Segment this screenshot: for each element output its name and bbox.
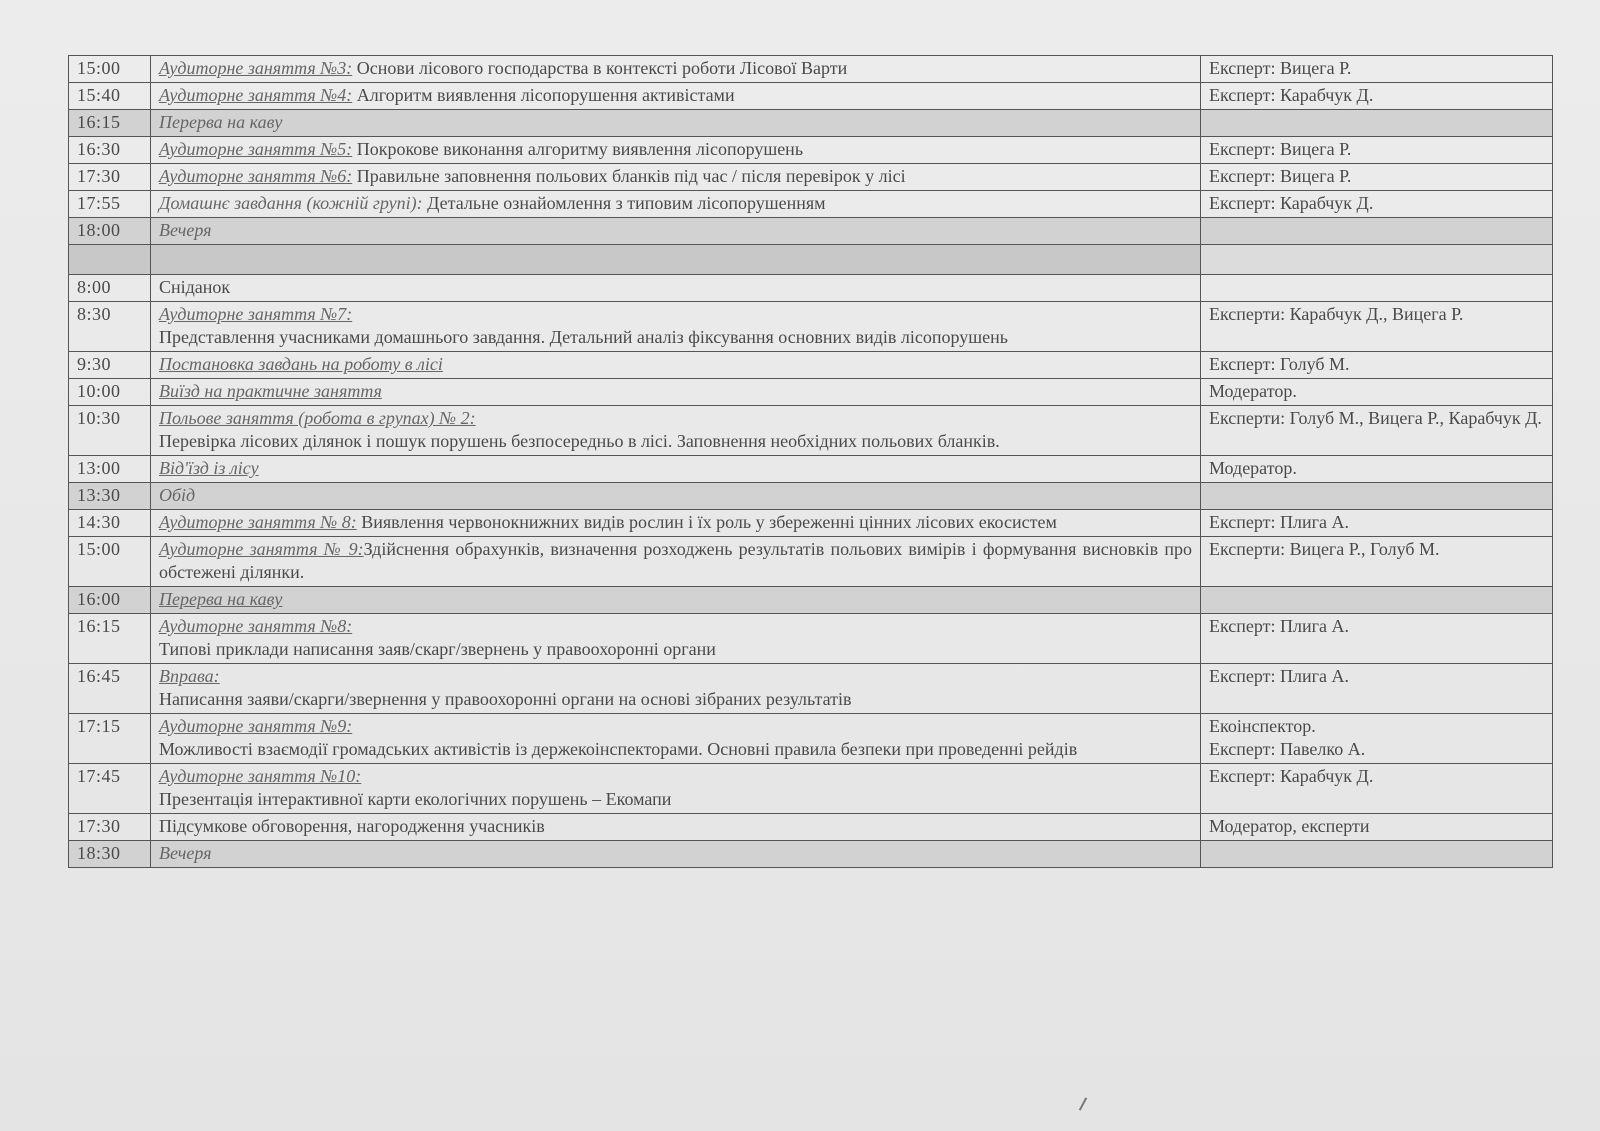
row-expert: [1201, 587, 1553, 614]
row-title: Аудиторне заняття №8:: [159, 616, 353, 636]
row-time: 18:30: [69, 841, 151, 868]
row-text: Алгоритм виявлення лісопорушення активістами: [356, 85, 735, 105]
row-time: 9:30: [69, 352, 151, 379]
table-row: [69, 218, 1553, 245]
row-description: [151, 275, 1201, 302]
row-description: [151, 614, 1201, 664]
row-description: [151, 302, 1201, 352]
row-text: Можливості взаємодії громадських активістів із держекоінспекторами. Основні правила безпеки при проведенні рейдів: [159, 739, 1078, 759]
scan-speck: [1079, 1097, 1087, 1110]
row-title: Аудиторне заняття №5:: [159, 139, 353, 159]
row-time: 17:30: [69, 814, 151, 841]
schedule-table: [68, 55, 1553, 868]
row-time: 14:30: [69, 510, 151, 537]
row-expert: Експерт: Вицега Р.: [1201, 56, 1553, 83]
row-expert: [1201, 714, 1553, 764]
row-expert: Модератор, експерти: [1201, 814, 1553, 841]
row-description: [151, 456, 1201, 483]
row-title: Виїзд на практичне заняття: [159, 381, 382, 401]
row-text: Представлення учасниками домашнього завдання. Детальний аналіз фіксування основних видів лісопорушень: [159, 327, 1008, 347]
row-description: [151, 379, 1201, 406]
row-expert: Експерт: Карабчук Д.: [1201, 83, 1553, 110]
row-expert: [1201, 841, 1553, 868]
row-text: Написання заяви/скарги/звернення у правоохоронні органи на основі зібраних результатів: [159, 689, 852, 709]
row-expert: Експерт: Вицега Р.: [1201, 164, 1553, 191]
row-description: [151, 714, 1201, 764]
row-expert-line: Експерт: Павелко А.: [1209, 739, 1366, 759]
row-text: Типові приклади написання заяв/скарг/звернень у правоохоронні органи: [159, 639, 716, 659]
row-expert: [1201, 110, 1553, 137]
table-row: [69, 764, 1553, 814]
row-time: 15:00: [69, 56, 151, 83]
row-expert: Експерт: Голуб М.: [1201, 352, 1553, 379]
row-time: 10:00: [69, 379, 151, 406]
row-time: 15:00: [69, 537, 151, 587]
row-text: Перевірка лісових ділянок і пошук порушень безпосередньо в лісі. Заповнення необхідних польових бланків.: [159, 431, 1000, 451]
row-expert: Експерти: Карабчук Д., Вицега Р.: [1201, 302, 1553, 352]
row-time: 16:15: [69, 614, 151, 664]
row-expert: Експерт: Плига А.: [1201, 614, 1553, 664]
row-text: Покрокове виконання алгоритму виявлення лісопорушень: [356, 139, 804, 159]
row-title: Від'їзд із лісу: [159, 458, 259, 478]
row-text: Презентація інтерактивної карти екологічних порушень – Екомапи: [159, 789, 672, 809]
row-text: Детальне ознайомлення з типовим лісопорушенням: [427, 193, 826, 213]
row-description: [151, 587, 1201, 614]
table-row: [69, 137, 1553, 164]
table-row: [69, 406, 1553, 456]
row-title: Польове заняття (робота в групах) № 2:: [159, 408, 476, 428]
table-row: [69, 614, 1553, 664]
table-row: [69, 302, 1553, 352]
row-text: Правильне заповнення польових бланків під час / після перевірок у лісі: [356, 166, 906, 186]
row-description: [151, 191, 1201, 218]
table-row: [69, 537, 1553, 587]
row-time: 10:30: [69, 406, 151, 456]
row-title: Постановка завдань на роботу в лісі: [159, 354, 443, 374]
row-title: Обід: [159, 485, 196, 505]
row-description: [151, 664, 1201, 714]
row-description: [151, 841, 1201, 868]
row-description: [151, 406, 1201, 456]
row-description: [151, 510, 1201, 537]
table-row: [69, 379, 1553, 406]
row-title: Аудиторне заняття №9:: [159, 716, 353, 736]
row-expert: Експерт: Плига А.: [1201, 664, 1553, 714]
separator-cell: [69, 245, 151, 275]
table-row: [69, 814, 1553, 841]
row-expert: Експерт: Карабчук Д.: [1201, 764, 1553, 814]
row-description: [151, 537, 1201, 587]
row-title: Домашнє завдання (кожній групі):: [159, 193, 423, 213]
row-title: Вечеря: [159, 220, 212, 240]
table-row: [69, 275, 1553, 302]
table-row: [69, 510, 1553, 537]
row-description: [151, 56, 1201, 83]
row-time: 16:15: [69, 110, 151, 137]
row-expert: Експерти: Голуб М., Вицега Р., Карабчук Д.: [1201, 406, 1553, 456]
row-time: 15:40: [69, 83, 151, 110]
separator-cell: [1201, 245, 1553, 275]
row-description: [151, 483, 1201, 510]
table-row: [69, 56, 1553, 83]
table-row: [69, 664, 1553, 714]
row-title: Перерва на каву: [159, 589, 283, 609]
row-text: Сніданок: [159, 277, 231, 297]
row-time: 13:00: [69, 456, 151, 483]
row-expert: Експерт: Вицега Р.: [1201, 137, 1553, 164]
row-description: [151, 110, 1201, 137]
table-row: [69, 191, 1553, 218]
row-title: Аудиторне заняття №6:: [159, 166, 353, 186]
row-time: 16:30: [69, 137, 151, 164]
row-description: [151, 764, 1201, 814]
row-expert: Модератор.: [1201, 379, 1553, 406]
row-title: Аудиторне заняття №4:: [159, 85, 353, 105]
row-expert: [1201, 275, 1553, 302]
row-expert: Експерти: Вицега Р., Голуб М.: [1201, 537, 1553, 587]
row-description: [151, 164, 1201, 191]
table-row: [69, 483, 1553, 510]
table-row: [69, 587, 1553, 614]
row-expert: Експерт: Плига А.: [1201, 510, 1553, 537]
table-row: [69, 83, 1553, 110]
table-row: [69, 352, 1553, 379]
row-expert-line: Екоінспектор.: [1209, 716, 1316, 736]
row-time: 8:00: [69, 275, 151, 302]
row-time: 16:00: [69, 587, 151, 614]
row-description: [151, 218, 1201, 245]
row-time: 17:15: [69, 714, 151, 764]
table-row: [69, 110, 1553, 137]
row-title: Аудиторне заняття №10:: [159, 766, 362, 786]
row-description: [151, 83, 1201, 110]
row-title: Аудиторне заняття № 9:: [159, 539, 364, 559]
row-expert: Модератор.: [1201, 456, 1553, 483]
row-expert: [1201, 483, 1553, 510]
row-time: 17:45: [69, 764, 151, 814]
table-row: [69, 841, 1553, 868]
table-row: [69, 714, 1553, 764]
row-text: Виявлення червонокнижних видів рослин і їх роль у збереженні цінних лісових екосистем: [361, 512, 1057, 532]
row-expert: Експерт: Карабчук Д.: [1201, 191, 1553, 218]
row-title: Аудиторне заняття №3:: [159, 58, 353, 78]
row-description: [151, 352, 1201, 379]
row-description: [151, 814, 1201, 841]
row-expert: [1201, 218, 1553, 245]
row-title: Аудиторне заняття № 8:: [159, 512, 357, 532]
row-time: 16:45: [69, 664, 151, 714]
row-time: 8:30: [69, 302, 151, 352]
row-time: 17:30: [69, 164, 151, 191]
row-title: Вправа:: [159, 666, 220, 686]
row-title: Перерва на каву: [159, 112, 283, 132]
row-text: Підсумкове обговорення, нагородження учасників: [159, 816, 545, 836]
day-separator-row: [69, 245, 1553, 275]
row-time: 18:00: [69, 218, 151, 245]
row-time: 17:55: [69, 191, 151, 218]
row-text: Основи лісового господарства в контексті роботи Лісової Варти: [356, 58, 848, 78]
table-row: [69, 456, 1553, 483]
row-description: [151, 137, 1201, 164]
separator-cell: [151, 245, 1201, 275]
table-row: [69, 164, 1553, 191]
row-title: Аудиторне заняття №7:: [159, 304, 353, 324]
row-time: 13:30: [69, 483, 151, 510]
row-title: Вечеря: [159, 843, 212, 863]
row-text: Здійснення обрахунків, визначення розходжень результатів польових вимірів і формування висновків про обстежені ділянки.: [159, 539, 1193, 582]
